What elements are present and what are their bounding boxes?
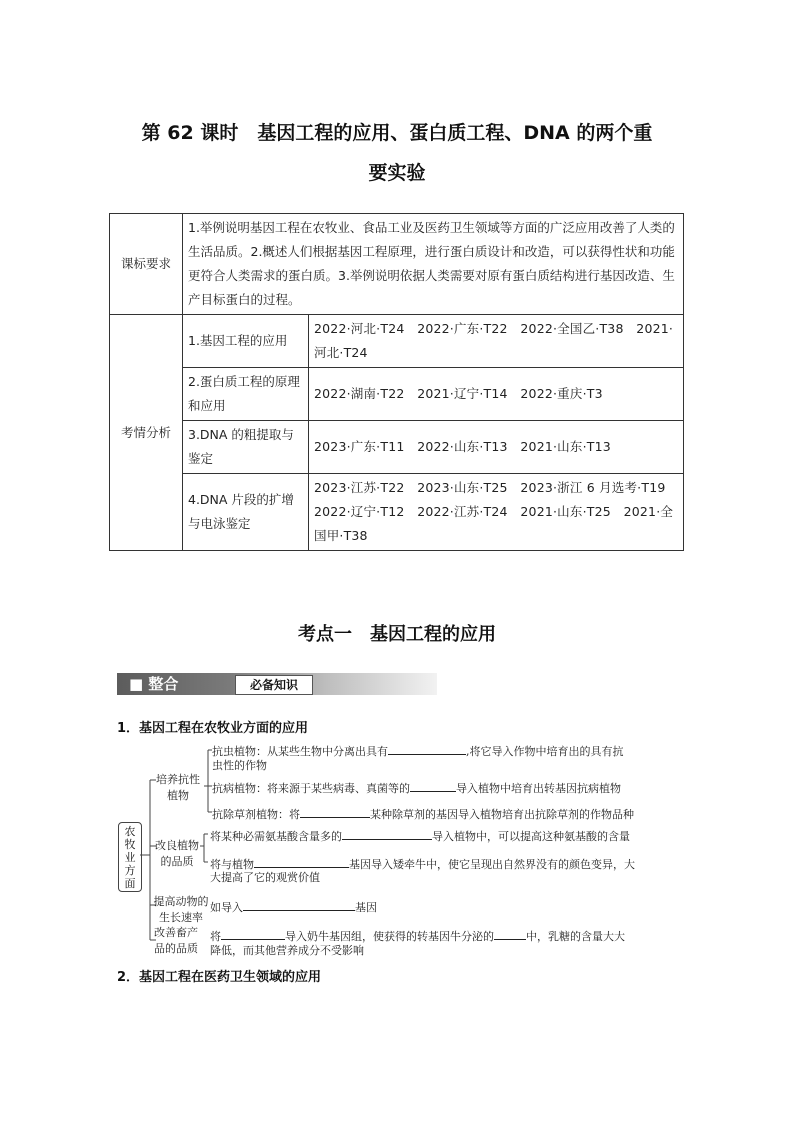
text: 基因导入矮牵牛中，使它呈现出自然界没有的颜色变异，大	[349, 858, 635, 871]
lesson-title	[100, 113, 694, 193]
exam-topic: 2.蛋白质工程的原理和应用	[183, 368, 309, 421]
petunia-line2: 大提高了它的观赏价值	[210, 871, 320, 884]
text: 如导入	[210, 901, 243, 914]
blank-line	[300, 805, 370, 818]
text: 中，乳糖的含量大大	[526, 930, 625, 943]
exam-list: 2022·河北·T24 2022·广东·T22 2022·全国乙·T38 2021·河北·T24	[309, 315, 684, 368]
blank-line	[410, 779, 456, 792]
curriculum-table	[109, 213, 684, 551]
lactose-line2: 降低，而其他营养成分不受影响	[210, 944, 364, 957]
text: 抗病植物：将来源于某些病毒、真菌等的	[212, 782, 410, 795]
blank-line	[254, 855, 349, 868]
exam-list: 2023·广东·T11 2022·山东·T13 2021·山东·T13	[309, 421, 684, 474]
requirement-text: 1.举例说明基因工程在农牧业、食品工业及医药卫生领域等方面的广泛应用改善了人类的生活品质。2.概述人们根据基因工程原理，进行蛋白质设计和改造，可以获得性状和功能更符合人类需求的蛋白质。3.举例说明依据人类需要对原有蛋白质结构进行基因改造、生产目标蛋白的过程。	[183, 214, 684, 315]
disease-resistant-line	[212, 779, 621, 797]
exam-list: 2023·江苏·T22 2023·山东·T25 2023·浙江 6 月选考·T19 2022·辽宁·T12 2022·江苏·T24 2021·山东·T25 2021·全国甲·T38	[309, 474, 684, 551]
section-title: 考点一 基因工程的应用	[298, 624, 496, 645]
branch-livestock-quality: 改善畜产品的品质	[154, 926, 198, 955]
exam-list: 2022·湖南·T22 2021·辽宁·T14 2022·重庆·T3	[309, 368, 684, 421]
blank-line	[342, 827, 432, 840]
text: 将与植物	[210, 858, 254, 871]
text: 抗除草剂植物：将	[212, 808, 300, 821]
lesson-title-line2: 要实验	[368, 162, 426, 184]
exam-row	[110, 421, 684, 474]
growth-gene-line	[210, 898, 377, 916]
exam-topic: 1.基因工程的应用	[183, 315, 309, 368]
insect-resistant-line2: 虫性的作物	[212, 759, 267, 772]
lesson-title-line1: 第 62 课时 基因工程的应用、蛋白质工程、DNA 的两个重	[141, 122, 653, 144]
section-banner	[117, 673, 437, 697]
text: 导入植物中培育出转基因抗病植物	[456, 782, 621, 795]
exam-row	[110, 368, 684, 421]
exam-topic: 4.DNA 片段的扩增与电泳鉴定	[183, 474, 309, 551]
requirement-head: 课标要求	[110, 214, 183, 315]
banner-label-knowledge: 必备知识	[235, 675, 313, 695]
blank-line	[388, 742, 466, 755]
branch-improve-plant-quality: 改良植物的品质	[155, 839, 199, 868]
text: 将某种必需氨基酸含量多的	[210, 830, 342, 843]
branch-animal-growth: 提高动物的生长速率	[153, 895, 209, 924]
blank-line	[221, 927, 285, 940]
exam-head: 考情分析	[110, 315, 183, 551]
text: 将	[210, 930, 221, 943]
subheading-medicine: 2．基因工程在医药卫生领域的应用	[117, 970, 322, 985]
exam-topic: 3.DNA 的粗提取与鉴定	[183, 421, 309, 474]
diagram-root	[118, 822, 142, 892]
banner-label-integrate: ■ 整合	[129, 675, 179, 693]
requirement-row	[110, 214, 684, 315]
text: 导入奶牛基因组，使获得的转基因牛分泌的	[285, 930, 494, 943]
text: ,将它导入作物中培育出的具有抗	[466, 745, 624, 758]
text: 导入植物中，可以提高这种氨基酸的含量	[432, 830, 630, 843]
text: 抗虫植物：从某些生物中分离出具有	[212, 745, 388, 758]
insect-resistant-line	[212, 742, 624, 760]
text: 基因	[355, 901, 377, 914]
exam-row	[110, 474, 684, 551]
exam-row	[110, 315, 684, 368]
text: 某种除草剂的基因导入植物培育出抗除草剂的作物品种	[370, 808, 634, 821]
branch-resistant-plants: 培养抗性植物	[156, 773, 200, 802]
diagram-root-label: 农牧业方面	[124, 825, 136, 890]
blank-line	[243, 898, 355, 911]
amino-acid-line	[210, 827, 630, 845]
subheading-agriculture: 1．基因工程在农牧业方面的应用	[117, 721, 309, 736]
blank-line	[494, 927, 526, 940]
herbicide-resistant-line	[212, 805, 634, 823]
